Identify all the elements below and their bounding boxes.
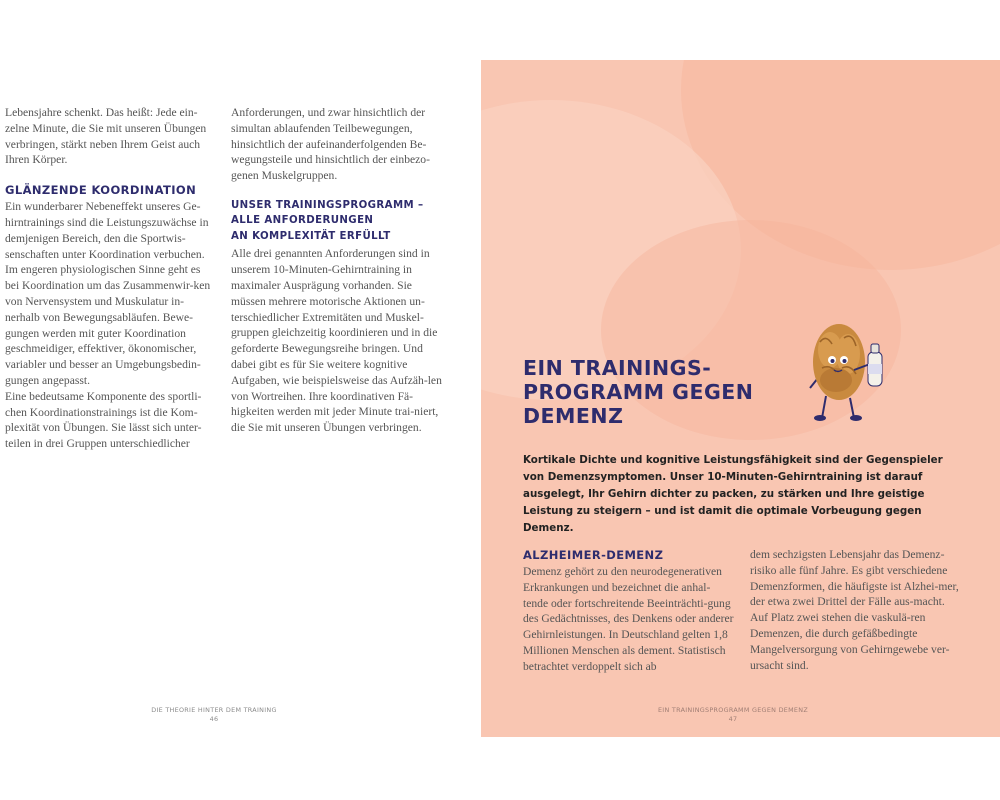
heading-line: UNSER TRAININGSPROGRAMM –: [231, 199, 424, 211]
title-line: PROGRAMM GEGEN: [523, 380, 754, 404]
page-number: 47: [728, 715, 738, 723]
section-heading: ALZHEIMER-DEMENZ: [523, 548, 664, 562]
running-footer-title: DIE THEORIE HINTER DEM TRAINING: [151, 706, 277, 714]
paragraph: Anforderungen, und zwar hinsichtlich der simultan ablaufenden Teilbewegungen, hinsichtlich der aufeinanderfolgenden Be-wegungsteile und hinsichtlich der einbezo-genen Muskelgruppen.: [231, 106, 430, 183]
page-number: 46: [209, 715, 219, 723]
paragraph: Ein wunderbarer Nebeneffekt unseres Ge-hirntrainings sind die Leistungszuwächse in demjenigen Bereich, den die Sportwis-senschaften unter Koordination verbuchen. Im engeren physiologischen Sinne geht es bei Koordination um das Zusammenwir-ken von Nervensystem und Muskulatur in-nerhalb von Bewegungsabläufen. Bewe-gungen werden mit guter Koordination geschmeidiger, effektiver, ökonomischer, variabler und besser an Umgebungsbedin-gungen angepasst.: [5, 200, 211, 387]
running-footer-title: EIN TRAININGSPROGRAMM GEGEN DEMENZ: [657, 706, 809, 714]
title-line: DEMENZ: [523, 404, 624, 428]
paragraph: dem sechzigsten Lebensjahr das Demenz-risiko alle fünf Jahre. Es gibt verschiedene Demenzformen, die häufigste ist Alzhei-mer, der etwa zwei Drittel der Fälle aus-macht. Auf Platz zwei stehen die vaskulä-ren Demenzen, die durch gefäßbedingte Mangelversorgung von Gehirngewebe ver-ursacht sind.: [750, 548, 959, 672]
page-footer-left: [84, 706, 344, 724]
right-page-column-2: [750, 547, 962, 673]
walnut-mascot-illustration: [806, 318, 892, 422]
paragraph: Eine bedeutsame Komponente des sportli-chen Koordinationstrainings ist die Kom-plexität von Übungen. Sie lässt sich unter-teilen in drei Gruppen unterschiedlicher: [5, 389, 202, 451]
paragraph: Alle drei genannten Anforderungen sind in unserem 10-Minuten-Gehirntraining in maximaler Ausprägung vorhanden. Sie müssen mehrere motorische Aktionen un-terschiedlicher Extremitäten und Muskel-gruppen gleichzeitig koordinieren und in die geforderte Bewegungsreihe bringen. Und dabei gibt es für Sie weitere kognitive Aufgaben, wie beispielsweise das Aufzäh-len von Wortreihen. Ihre koordinativen Fä-higkeiten werden mit jeder Minute trai-niert, die Sie mit unseren Übungen verbringen.: [231, 247, 442, 435]
paragraph: Demenz gehört zu den neurodegenerativen Erkrankungen und bezeichnet die anhal-tende oder fortschreitende Beeinträchti-gung des Gedächtnisses, des Denkens oder anderer Gehirnleistungen. In Deutschland gelten 1,8 Millionen Menschen als dement. Statistisch betrachtet verdoppelt sich ab: [523, 565, 734, 673]
lead-paragraph: Kortikale Dichte und kognitive Leistungsfähigkeit sind der Gegenspieler von Demenzsymptomen. Unser 10-Minuten-Gehirntraining ist darauf ausgelegt, Ihr Gehirn dichter zu packen, zu stärken und Ihre geistige Leistung zu steigern – und ist damit die optimale Vorbeugung gegen Demenz.: [523, 454, 943, 534]
heading-line: AN KOMPLEXITÄT ERFÜLLT: [231, 230, 391, 242]
section-heading: GLÄNZENDE KOORDINATION: [5, 183, 197, 198]
chapter-title: [523, 356, 803, 428]
title-line: EIN TRAININGS-: [523, 356, 712, 380]
section-heading: [231, 198, 443, 245]
left-page-column-2: [231, 105, 443, 436]
heading-line: ALLE ANFORDERUNGEN: [231, 215, 374, 227]
left-page-column-1: [5, 105, 213, 452]
paragraph: Lebensjahre schenkt. Das heißt: Jede ein-zelne Minute, die Sie mit unseren Übungen verbringen, stärkt neben Ihrem Geist auch Ihren Körper.: [5, 106, 207, 167]
page-footer-right: [603, 706, 863, 724]
right-page-column-1: [523, 547, 735, 675]
